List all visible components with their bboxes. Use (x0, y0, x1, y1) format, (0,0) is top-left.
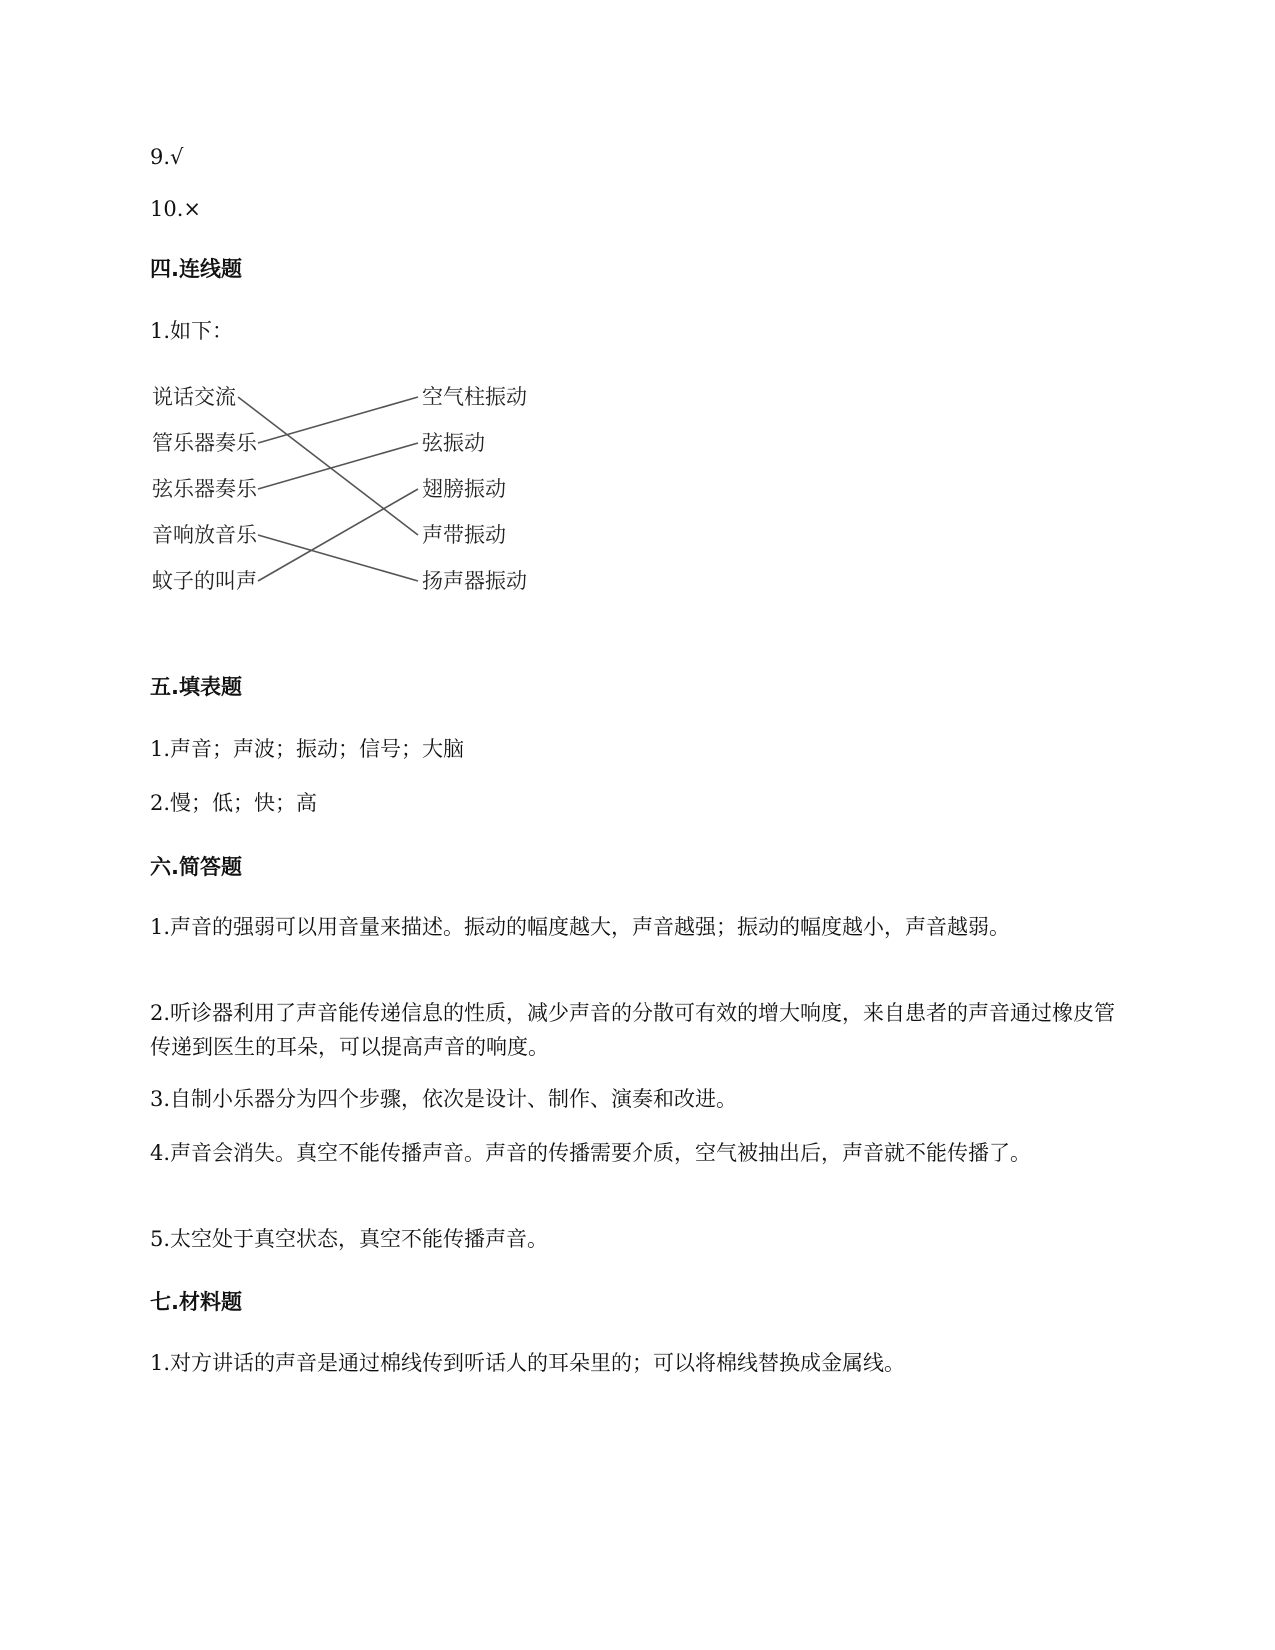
right-item-wings: 翅膀振动 (422, 477, 506, 501)
section-title-short-answer: 六.简答题 (150, 855, 242, 879)
short-answer-4: 4.声音会消失。真空不能传播声音。声音的传播需要介质，空气被抽出后，声音就不能传播了。 (150, 1141, 1032, 1165)
short-answer-3: 3.自制小乐器分为四个步骤，依次是设计、制作、演奏和改进。 (150, 1087, 738, 1111)
left-item-speaker-music: 音响放音乐 (152, 523, 257, 547)
answer-item-10: 10.× (150, 197, 201, 221)
matching-item-1: 1.如下： (150, 319, 234, 343)
matching-line-3 (258, 443, 418, 489)
section-title-material: 七.材料题 (150, 1290, 242, 1314)
left-item-wind-instrument: 管乐器奏乐 (152, 431, 257, 455)
matching-line-1 (238, 397, 418, 535)
matching-lines (150, 390, 570, 630)
matching-line-4 (258, 535, 418, 581)
matching-line-2 (258, 397, 418, 443)
left-item-mosquito: 蚊子的叫声 (152, 569, 257, 593)
right-item-string: 弦振动 (422, 431, 485, 455)
answer-item-9: 9.√ (150, 145, 184, 169)
matching-diagram (150, 385, 570, 630)
material-answer-1: 1.对方讲话的声音是通过棉线传到听话人的耳朵里的；可以将棉线替换成金属线。 (150, 1351, 906, 1375)
right-item-vocal-cords: 声带振动 (422, 523, 506, 547)
matching-line-5 (258, 489, 418, 581)
short-answer-1: 1.声音的强弱可以用音量来描述。振动的幅度越大，声音越强；振动的幅度越小，声音越弱。 (150, 915, 1011, 939)
short-answer-5: 5.太空处于真空状态，真空不能传播声音。 (150, 1227, 549, 1251)
fill-item-2: 2.慢；低；快；高 (150, 791, 318, 815)
left-item-speaking: 说话交流 (152, 385, 236, 409)
right-item-air-column: 空气柱振动 (422, 385, 527, 409)
section-title-fill-table: 五.填表题 (150, 675, 242, 699)
fill-item-1: 1.声音；声波；振动；信号；大脑 (150, 737, 465, 761)
short-answer-2: 2.听诊器利用了声音能传递信息的性质，减少声音的分散可有效的增大响度，来自患者的声音通过橡皮管传递到医生的耳朵，可以提高声音的响度。 (150, 1001, 1116, 1059)
section-title-matching: 四.连线题 (150, 257, 242, 281)
right-item-loudspeaker: 扬声器振动 (422, 569, 527, 593)
left-item-string-instrument: 弦乐器奏乐 (152, 477, 257, 501)
